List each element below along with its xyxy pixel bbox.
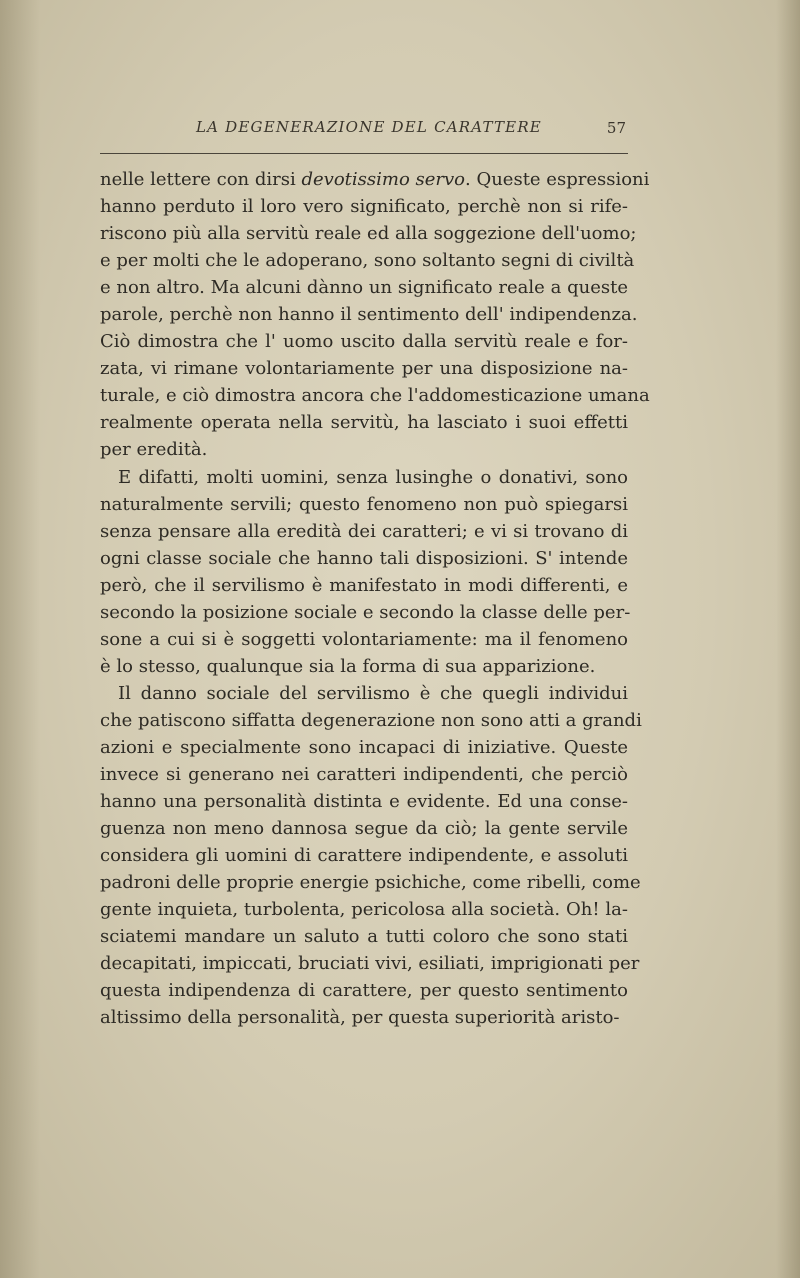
page-shadow-left [0,0,40,1278]
text-line [100,788,628,815]
text-line [100,193,628,220]
line-text: riscono più alla servitù reale ed alla soggezione dell'uomo; [100,223,637,245]
line-text: padroni delle proprie energie psichiche, come ribelli, come [100,872,641,894]
line-text: gente inquieta, turbolenta, pericolosa alla società. Oh! la- [100,899,628,921]
line-text-tail: . Queste espressioni [465,169,650,190]
text-line [100,977,628,1004]
line-text: decapitati, impiccati, bruciati vivi, esiliati, imprigionati per [100,953,640,975]
text-line [100,923,628,950]
line-text: azioni e specialmente sono incapaci di iniziative. Queste [100,736,628,758]
line-text: parole, perchè non hanno il sentimento dell' indipendenza. [100,304,638,326]
line-text: senza pensare alla eredità dei caratteri; e vi si trovano di [100,520,628,542]
text-line [100,355,628,382]
text-line [100,409,628,436]
text-line [100,572,628,599]
line-text: sciatemi mandare un saluto a tutti coloro che sono stati [100,926,628,948]
line-text: altissimo della personalità, per questa superiorità aristo- [100,1007,620,1029]
text-line [100,626,628,653]
line-text: guenza non meno dannosa segue da ciò; la gente servile [100,818,628,840]
line-text: ogni classe sociale che hanno tali disposizioni. S' intende [100,547,628,569]
text-line [100,464,628,491]
text-line [100,491,628,518]
text-line [100,301,638,328]
body-text [100,166,650,1032]
text-line [100,707,642,734]
text-line [100,166,650,193]
page-number: 57 [606,119,626,137]
line-text: turale, e ciò dimostra ancora che l'addomesticazione umana [100,385,650,407]
paragraph [100,680,642,1032]
line-text: e per molti che le adoperano, sono soltanto segni di civiltà [100,250,635,272]
text-line [100,680,628,707]
line-text: è lo stesso, qualunque sia la forma di sua apparizione. [100,655,596,677]
line-text: questa indipendenza di carattere, per questo sentimento [100,980,628,1002]
paragraph [100,464,631,680]
line-text: che patiscono siffatta degenerazione non sono atti a grandi [100,709,642,731]
text-line [100,842,628,869]
text-line [100,734,628,761]
line-text: realmente operata nella servitù, ha lasciato i suoi effetti [100,412,628,434]
line-text: E difatti, molti uomini, senza lusinghe o donativi, sono [118,466,628,488]
text-line [100,518,628,545]
line-text: per eredità. [100,439,208,461]
text-line [100,328,628,355]
line-text: secondo la posizione sociale e secondo la classe delle per- [100,601,631,623]
text-line [100,653,628,680]
line-text: hanno perduto il loro vero significato, perchè non si rife- [100,196,628,218]
text-line [100,869,641,896]
text-line [100,436,628,463]
page-shadow-right [776,0,800,1278]
text-line [100,382,650,409]
paragraph [100,166,650,464]
text-line [100,1004,628,1031]
line-text: sone a cui si è soggetti volontariamente: ma il fenomeno [100,628,628,650]
line-text: Ciò dimostra che l' uomo uscito dalla servitù reale e for- [100,331,628,353]
text-line [100,599,631,626]
text-line [100,815,628,842]
line-text: hanno una personalità distinta e evidente. Ed una conse- [100,791,628,813]
text-line [100,896,628,923]
running-head: LA DEGENERAZIONE DEL CARATTERE [196,118,542,136]
text-line [100,950,640,977]
line-text: Il danno sociale del servilismo è che quegli individui [118,682,628,704]
text-line [100,220,637,247]
italic-phrase: devotissimo servo [301,169,466,190]
line-text: considera gli uomini di carattere indipendente, e assoluti [100,845,628,867]
line-text: zata, vi rimane volontariamente per una disposizione na- [100,358,628,380]
line-text: naturalmente servili; questo fenomeno non può spiegarsi [100,493,628,515]
header-rule [100,153,628,154]
text-line [100,274,628,301]
text-line [100,247,635,274]
text-line [100,761,628,788]
line-text: nelle lettere con dirsi [100,169,302,190]
page-header [100,116,628,144]
line-text: e non altro. Ma alcuni dànno un significato reale a queste [100,277,628,299]
text-line [100,545,628,572]
line-text: invece si generano nei caratteri indipendenti, che perciò [100,764,628,786]
line-text: però, che il servilismo è manifestato in modi differenti, e [100,574,628,596]
